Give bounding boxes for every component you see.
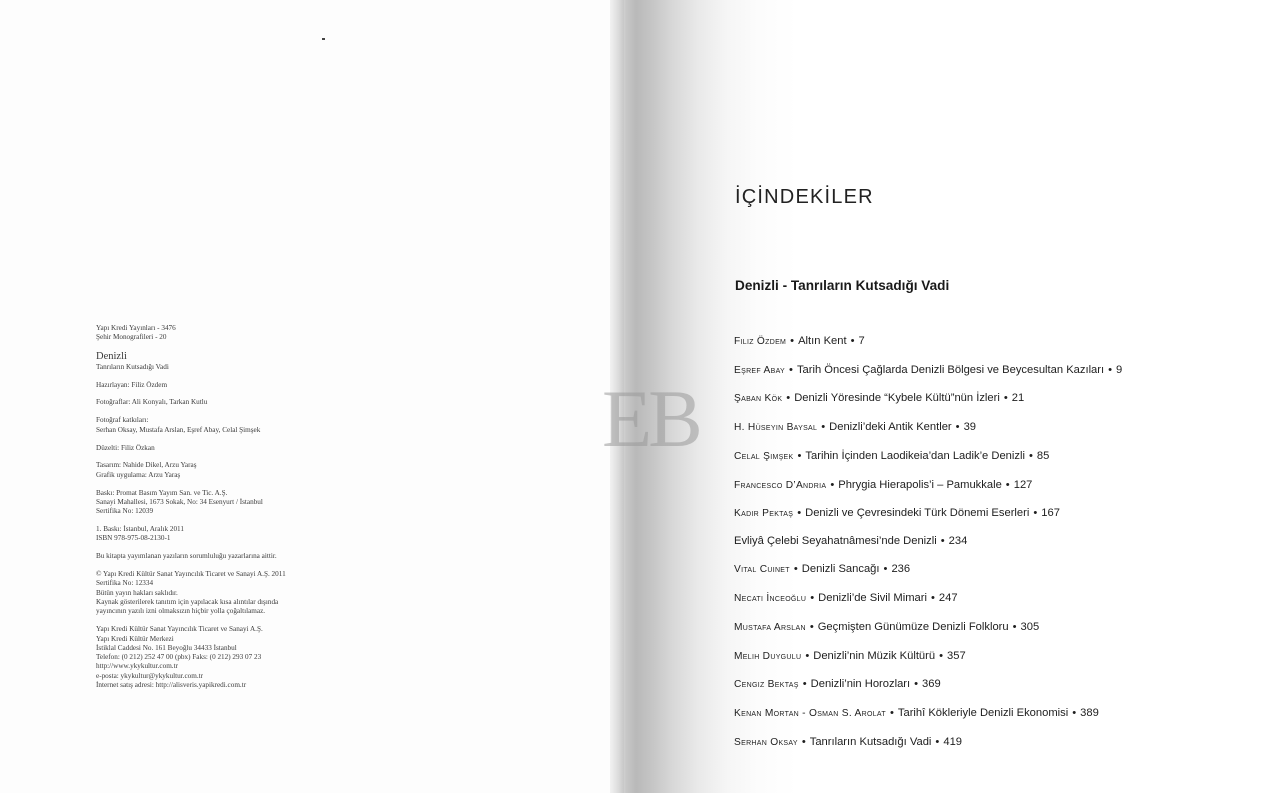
toc-entry-author: Francesco D’Andria [734,480,827,491]
colophon-line: İstiklal Caddesi No. 161 Beyoğlu 34433 İstanbul [96,643,237,652]
colophon-line: 1. Baskı: İstanbul, Aralık 2011 [96,525,184,534]
toc-entry [734,707,1099,719]
toc-entry-page: 369 [922,678,941,690]
toc-entry-author: Vital Cuinet [734,564,790,575]
bullet-separator: • [883,563,888,575]
bullet-separator: • [789,364,793,376]
toc-entry-author: Şaban Kök [734,393,783,404]
colophon-line: Sertifika No: 12334 [96,579,154,588]
colophon-line: yayıncının yazılı izni olmaksızın hiçbir yolla çoğaltılamaz. [96,607,266,616]
colophon-line: Telefon: (0 212) 252 47 00 (pbx) Faks: (0 212) 293 07 23 [96,653,262,662]
toc-entry-page: 39 [963,421,977,433]
toc-entry [734,621,1039,633]
toc-entry-title: Denizli’de Sivil Mimari [818,592,927,604]
toc-entry-title: Denizli’nin Müzik Kültürü [813,650,936,662]
colophon-line: Sanayi Mahallesi, 1673 Sokak, No: 34 Esenyurt / İstanbul [96,497,263,506]
toc-entry [734,592,958,604]
bullet-separator: • [1072,707,1077,719]
toc-entry-author: Melih Duygulu [734,651,802,662]
colophon-line: Grafik uygulama: Arzu Yaraş [96,470,181,479]
colophon-group [96,444,356,453]
toc-entry [734,364,1122,376]
ink-speck [322,38,325,40]
toc-entry-page: 236 [891,563,911,575]
bullet-separator: • [802,678,807,690]
colophon-line: e-posta: ykykultur@ykykultur.com.tr [96,671,204,680]
colophon-line: Bu kitapta yayımlanan yazıların sorumluluğu yazarlarına aittir. [96,552,277,561]
bullet-separator: • [850,335,855,347]
toc-entry-page: 305 [1020,621,1040,633]
toc-entry-page: 85 [1036,450,1050,462]
colophon-line: Yapı Kredi Kültür Merkezi [96,634,174,643]
toc-entry-page: 21 [1011,392,1025,404]
toc-entry [734,678,941,690]
colophon-line: Serhan Oksay, Mustafa Arslan, Eşref Abay, Celal Şimşek [96,425,261,434]
bullet-separator: • [797,507,802,519]
toc-entry [734,736,962,748]
colophon-group [96,570,356,616]
toc-entry-author: Mustafa Arslan [734,622,806,633]
bullet-separator: • [935,736,940,748]
toc-entry-page: 167 [1041,507,1060,519]
toc-entry-page: 7 [858,335,865,347]
toc-entry [734,335,865,347]
bullet-separator: • [810,592,815,604]
toc-entry-title: Tarihin İçinden Laodikeia’dan Ladik’e Denizli [805,450,1025,462]
bullet-separator: • [914,678,919,690]
bullet-separator: • [797,450,802,462]
toc-heading: İÇİNDEKİLER [735,186,874,208]
toc-entry [734,421,976,433]
toc-entry-page: 389 [1080,707,1099,719]
bullet-separator: • [801,736,806,748]
toc-entry-page: 357 [947,650,966,662]
colophon-group [96,489,356,517]
toc-entry [734,535,967,547]
colophon-line: Tasarım: Nahide Dikel, Arzu Yaraş [96,461,197,470]
toc-entry-author: H. Hüseyin Baysal [734,422,818,433]
toc-entry [734,650,966,662]
bullet-separator: • [790,335,795,347]
toc-entry-author: Necati İnceoğlu [734,593,807,604]
colophon-line: Şehir Monografileri - 20 [96,333,167,342]
bullet-separator: • [1028,450,1033,462]
watermark: EB [602,373,699,464]
bullet-separator: • [955,421,960,433]
colophon-line: Denizli [96,351,127,363]
colophon-line: Yapı Kredi Kültür Sanat Yayıncılık Ticaret ve Sanayi A.Ş. [96,625,263,634]
toc-entry [734,479,1032,491]
toc-entry-page: 247 [938,592,958,604]
toc-entry-title: Denizli Yöresinde “Kybele Kültü”nün İzleri [794,392,1000,404]
bullet-separator: • [786,392,791,404]
toc-entry-title: Geçmişten Günümüze Denizli Folkloru [817,621,1009,633]
colophon-line: Bütün yayın hakları saklıdır. [96,588,178,597]
bullet-separator: • [1012,621,1017,633]
colophon-line: http://www.ykykultur.com.tr [96,662,178,671]
colophon-group [96,381,356,390]
bullet-separator: • [793,563,798,575]
bullet-separator: • [809,621,814,633]
bullet-separator: • [1003,392,1008,404]
bullet-separator: • [1005,479,1010,491]
colophon-group [96,461,356,480]
toc-entry-title: Denizli ve Çevresindeki Türk Dönemi Eserleri [805,507,1030,519]
toc-entry [734,392,1024,404]
toc-entry-author: Celal Şimşek [734,451,794,462]
toc-entry [734,450,1049,462]
bullet-separator: • [830,479,835,491]
bullet-separator: • [940,535,945,547]
bullet-separator: • [1033,507,1038,519]
toc-entry [734,563,910,575]
toc-entry-title: Tanrıların Kutsadığı Vadi [809,736,932,748]
toc-entry-author: Kadir Pektaş [734,508,794,519]
colophon-group [96,525,356,544]
colophon-group [96,625,356,690]
toc-entry-title: Evliyâ Çelebi Seyahatnâmesi’nde Denizli [734,535,937,547]
colophon-line: Fotoğraf katkıları: [96,416,149,425]
colophon-line: Hazırlayan: Filiz Özdem [96,380,168,389]
colophon-group [96,552,356,561]
toc-entry-title: Altın Kent [798,335,847,347]
toc-entry [734,507,1060,519]
toc-entry-title: Phrygia Hierapolis’i – Pamukkale [838,479,1002,491]
toc-entry-page: 9 [1116,364,1123,376]
bullet-separator: • [930,592,935,604]
colophon-line: Kaynak gösterilerek tanıtım için yapılacak kısa alıntılar dışında [96,598,279,607]
colophon-line: Düzelti: Filiz Özkan [96,443,155,452]
toc-entry-page: 419 [943,736,963,748]
bullet-separator: • [939,650,944,662]
colophon [96,324,356,699]
toc-entry-title: Tarihî Kökleriyle Denizli Ekonomisi [897,707,1069,719]
toc-entry-author: Cengiz Bektaş [734,679,799,690]
colophon-line: Fotoğraflar: Ali Konyalı, Tarkan Kutlu [96,398,208,407]
toc-entry-author: Eşref Abay [734,365,786,376]
colophon-group [96,351,356,372]
colophon-line: Tanrıların Kutsadığı Vadi [96,362,169,371]
bullet-separator: • [889,707,894,719]
toc-entry-page: 234 [948,535,968,547]
left-page [0,0,618,793]
colophon-line: İnternet satış adresi: http://alisveris.yapikredi.com.tr [96,681,247,690]
toc-entry-title: Denizli Sancağı [801,563,880,575]
colophon-group [96,416,356,435]
toc-entry-title: Denizli’nin Horozları [810,678,911,690]
toc-entry-page: 127 [1013,479,1033,491]
toc-entry-title: Denizli’deki Antik Kentler [829,421,952,433]
bullet-separator: • [1108,364,1113,376]
colophon-line: Sertifika No: 12039 [96,507,154,516]
bullet-separator: • [821,421,826,433]
toc-entry-author: Kenan Mortan - Osman S. Arolat [734,708,886,719]
toc-entry-title: Tarih Öncesi Çağlarda Denizli Bölgesi ve Beycesultan Kazıları [796,364,1105,376]
toc-entry-author: Filiz Özdem [734,336,787,347]
colophon-group [96,324,356,343]
book-title: Denizli - Tanrıların Kutsadığı Vadi [735,278,950,293]
colophon-line: © Yapı Kredi Kültür Sanat Yayıncılık Ticaret ve Sanayi A.Ş. 2011 [96,570,286,579]
colophon-line: ISBN 978-975-08-2130-1 [96,534,171,543]
colophon-group [96,398,356,407]
bullet-separator: • [805,650,810,662]
toc-entry-author: Serhan Oksay [734,737,798,748]
colophon-line: Baskı: Promat Basım Yayım San. ve Tic. A.Ş. [96,488,228,497]
colophon-line: Yapı Kredi Yayınları - 3476 [96,324,176,332]
